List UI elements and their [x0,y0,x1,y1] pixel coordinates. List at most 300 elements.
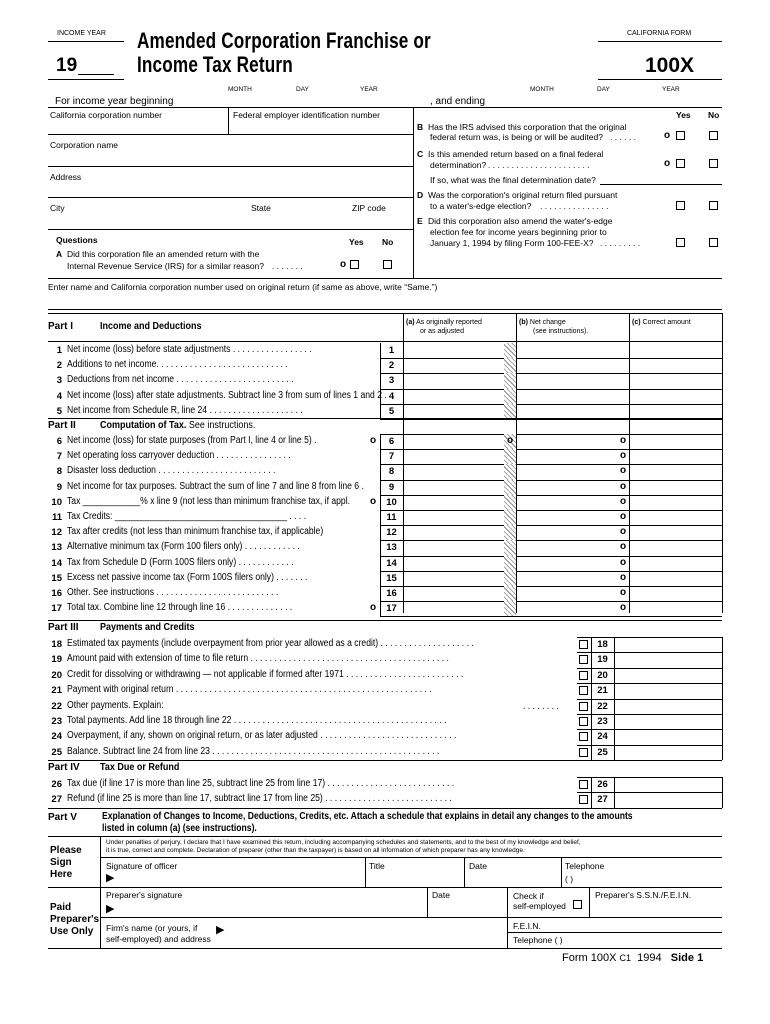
line-box-number: 14 [386,557,397,569]
part-5-label: Part V [48,812,77,823]
line-description: Net income from Schedule R, line 24 . . . . . . . . . . . . . . . . . . . . [67,404,303,416]
amount-cell-b[interactable] [516,556,629,571]
circle-mark: o [620,587,627,598]
amount-cell-a[interactable] [403,449,504,464]
divider [48,836,722,837]
line-number: 19 [51,654,62,666]
amount-cell-c[interactable] [629,343,722,358]
amount-cell-b[interactable] [516,495,629,510]
telephone-parens: ( ) [565,874,574,884]
line-description: Deductions from net income . . . . . . . . . . . . . . . . . . . . . . . . . [67,374,294,386]
divider [48,41,124,42]
divider [614,777,615,808]
circle-mark: o [620,511,627,522]
question-letter: D [417,190,424,200]
hatched-cell [504,404,516,419]
city-field[interactable]: City [50,203,65,213]
year-input-line[interactable] [78,74,114,75]
yes-header: Yes [676,110,691,120]
amount-cell[interactable] [614,652,722,667]
part-5-title: Explanation of Changes to Income, Deductions, Credits, etc. Attach a schedule that explains in detail any changes to the amounts [102,811,633,822]
divider [507,932,722,933]
part-2-label: Part II [48,420,76,431]
line-description: Excess net passive income tax (Form 100S filers only) . . . . . . . [67,571,308,583]
line-box-number: 5 [388,405,395,417]
arrow-icon: ▶ [106,903,115,915]
amount-cell-b[interactable] [516,525,629,540]
circle-mark: o [620,495,627,507]
amount-cell-b[interactable] [516,434,629,449]
amount-cell-b[interactable] [516,510,629,525]
amount-cell-c[interactable] [629,556,722,571]
question-e-yes-checkbox[interactable] [676,238,685,247]
divider [48,620,722,621]
line-number: 18 [51,639,62,650]
line-number: 4 [56,390,62,402]
part-4-label: Part IV [48,762,80,773]
circle-mark: o [620,480,627,492]
income-year-label: INCOME YEAR [57,30,106,37]
line-box-number: 25 [597,746,608,758]
footer-form-ref: Form 100X C1 1994 Side 1 [562,952,704,964]
line-description: Credit for dissolving or withdrawing — not applicable if formed after 1971 . . . . . . . . . . . . . . . . . . . . . . . . . [67,668,464,680]
line-number: 8 [56,466,62,478]
amount-cell-b[interactable] [516,464,629,479]
hatched-cell [504,495,516,510]
ca-corp-number-field[interactable]: California corporation number [50,110,162,120]
circle-mark: o [507,435,514,446]
amount-cell-a[interactable] [403,540,504,555]
circle-mark: o [370,602,377,614]
day-label: DAY [597,86,610,93]
amount-cell-a[interactable] [403,601,504,616]
line-description: Overpayment, if any, shown on original return, or as later adjusted . . . . . . . . . . . . . . . . . . . . . . . . . . . . . [67,730,457,742]
line-box-number: 27 [597,794,608,806]
amount-cell-a[interactable] [403,358,504,373]
line-box-number: 7 [388,451,395,463]
line-box-number: 2 [388,360,395,372]
line-description: Alternative minimum tax (Form 100 filers only) . . . . . . . . . . . . [67,541,300,553]
divider [614,637,615,760]
amount-cell-c[interactable] [629,358,722,373]
hatched-cell [504,510,516,525]
line-number: 26 [51,779,62,790]
divider [427,887,428,917]
line-checkbox[interactable] [579,655,588,664]
circle-mark: o [620,602,627,614]
line-checkbox[interactable] [579,640,588,649]
amount-cell-a[interactable] [403,434,504,449]
amount-cell-c[interactable] [629,601,722,616]
form-title-line1: Amended Corporation Franchise or [137,28,431,53]
divider [48,418,722,419]
line-description: Tax ____________% x line 9 (not less than minimum franchise tax, if appl. [67,495,351,507]
amount-cell-c[interactable] [629,449,722,464]
line-description: Refund (if line 25 is more than line 17, subtract line 17 from line 25) . . . . . . . . . . . . . . . . . . . . . . . . . . . [67,793,452,805]
amount-cell-a[interactable] [403,556,504,571]
divider [48,197,413,198]
amount-cell-a[interactable] [403,495,504,510]
amount-cell-a[interactable] [403,343,504,358]
leader-dots: . . . . . . . [272,261,303,271]
circle-mark: o [620,571,627,583]
divider [100,857,722,858]
line-checkbox[interactable] [579,717,588,726]
divider [100,836,101,948]
line-checkbox[interactable] [579,671,588,680]
officer-date-field[interactable]: Date [469,861,487,871]
question-letter: B [417,122,424,132]
line-description: Estimated tax payments (include overpayment from prior year allowed as a credit) . . . . . . . . . . . . . . . . . . . . [67,638,474,649]
divider [722,777,723,808]
amount-cell-a[interactable] [403,480,504,495]
amount-cell-c[interactable] [629,510,722,525]
line-checkbox[interactable] [579,780,588,789]
hatched-cell [504,464,516,479]
divider [598,79,722,80]
preparer-signature-field[interactable]: Preparer's signature [106,890,183,900]
line-description: Other payments. Explain: [67,699,164,711]
question-letter: C [417,149,424,159]
leader-dots: . . . . . . . . . . . . . . . [540,201,609,211]
preparer-ssn-field[interactable]: Preparer's S.S.N./F.E.I.N. [595,890,692,900]
question-d-no-checkbox[interactable] [709,201,718,210]
question-c-date-label: If so, what was the final determination date? [430,175,596,185]
line-number: 15 [51,572,62,584]
hatched-cell [504,556,516,571]
column-b-header: (b) Net change [519,319,566,326]
amount-cell[interactable] [614,792,722,807]
income-year-prefix: 19 [56,55,78,76]
part-1-title: Income and Deductions [100,321,202,332]
amount-cell-c[interactable] [629,389,722,404]
line-description: Net income for tax purposes. Subtract the sum of line 7 and line 8 from line 6 . [67,480,364,492]
determination-date-input[interactable] [600,184,722,185]
question-c-text: Is this amended return based on a final federal [428,149,604,159]
amount-cell-b[interactable] [516,404,629,419]
question-d-yes-checkbox[interactable] [676,201,685,210]
line-checkbox[interactable] [579,795,588,804]
amount-cell-c[interactable] [629,434,722,449]
question-d-text: to a water's-edge election? [430,201,532,211]
part-1-label: Part I [48,321,74,332]
amount-cell[interactable] [614,745,722,760]
line-description: Tax from Schedule D (Form 100S filers only) . . . . . . . . . . . . [67,556,294,568]
line-checkbox[interactable] [579,748,588,757]
paid-preparer-label: Paid [50,902,72,913]
paid-preparer-label: Use Only [50,926,94,937]
amount-cell-c[interactable] [629,373,722,388]
state-field[interactable]: State [251,203,271,213]
amount-cell-c[interactable] [629,525,722,540]
column-a-header: (a) As originally reported [406,319,482,326]
hatched-cell [504,358,516,373]
leader-dots: . . . . . . . . [523,701,559,712]
line-number: 10 [51,496,62,508]
amount-cell-b[interactable] [516,480,629,495]
circle-mark: o [620,556,627,568]
line-description: Net income (loss) before state adjustments . . . . . . . . . . . . . . . . . [67,344,312,355]
column-a-header-line2: or as adjusted [420,328,464,335]
form-title-line2: Income Tax Return [137,52,293,77]
divider [589,887,590,917]
hatched-cell [504,449,516,464]
form-number: 100X [645,54,695,77]
question-b-text: federal return was, is being or will be audited? [430,132,603,142]
divider [464,857,465,887]
line-number: 2 [56,360,62,372]
amount-cell-a[interactable] [403,404,504,419]
question-letter: A [56,249,63,259]
zip-code-field[interactable]: ZIP code [352,203,386,213]
line-box-number: 13 [386,542,397,554]
divider [48,760,722,761]
line-box-number: 22 [597,700,608,712]
amount-cell-b[interactable] [516,540,629,555]
line-box-number: 8 [388,466,395,478]
please-sign-here-label: Please [50,845,82,856]
divider [722,313,723,613]
divider [48,134,413,135]
question-c-no-checkbox[interactable] [709,159,718,168]
line-number: 3 [56,375,62,387]
line-number: 11 [51,512,62,523]
amount-cell-a[interactable] [403,373,504,388]
divider [48,887,722,888]
hatched-cell [504,571,516,586]
circle-mark: o [620,465,627,477]
divider [380,616,722,617]
line-box-number: 6 [388,436,395,447]
amount-cell-b[interactable] [516,358,629,373]
amount-cell[interactable] [614,683,722,698]
preparer-date-field[interactable]: Date [432,890,450,900]
firm-address-label: self-employed) and address [106,934,211,944]
self-employed-label: self-employed [513,901,566,911]
california-form-label: CALIFORNIA FORM [627,30,692,37]
circle-mark: o [620,526,627,538]
leader-dots: . . . . . . [610,132,636,142]
part-3-label: Part III [48,622,79,633]
amount-cell-b[interactable] [516,571,629,586]
line-number: 27 [51,794,62,806]
hatched-cell [504,480,516,495]
amount-cell-a[interactable] [403,571,504,586]
amount-cell-c[interactable] [629,571,722,586]
line-box-number: 24 [597,731,608,743]
line-number: 20 [51,669,62,681]
line-box-number: 4 [388,390,395,402]
amount-cell-c[interactable] [629,480,722,495]
question-b-text: Has the IRS advised this corporation that the original [428,122,627,132]
self-employed-checkbox[interactable] [573,900,582,909]
firm-telephone-field[interactable]: Telephone ( ) [513,935,563,945]
circle-mark: o [620,435,627,446]
perjury-declaration: it is true, correct and complete. Declaration of preparer (other than the taxpayer) is based on all information of which preparer has any knowledge. [106,847,525,854]
amount-cell-b[interactable] [516,601,629,616]
amount-cell-b[interactable] [516,449,629,464]
hatched-cell [504,586,516,601]
arrow-icon: ▶ [216,924,225,936]
part-4-title: Tax Due or Refund [100,762,180,773]
line-number: 7 [56,451,62,463]
line-description: Total payments. Add line 18 through line 22 . . . . . . . . . . . . . . . . . . . . . . . . . . . . . . . . . . . . . . . . . . . . . [67,715,447,726]
divider [48,229,413,230]
amount-cell[interactable] [614,699,722,714]
line-box-number: 12 [386,527,397,539]
amount-cell-c[interactable] [629,464,722,479]
officer-title-field[interactable]: Title [369,861,385,871]
divider [48,79,124,80]
question-b-no-checkbox[interactable] [709,131,718,140]
circle-mark: o [340,259,347,270]
month-label: MONTH [228,86,252,93]
officer-signature-field[interactable]: Signature of officer [106,861,178,871]
line-checkbox[interactable] [579,732,588,741]
leader-dots: . . . . . . . . . . . . . . . . . . . . . . [488,160,590,170]
line-description: Tax after credits (not less than minimum franchise tax, if applicable) [67,526,324,538]
circle-mark: o [370,435,377,446]
line-box-number: 20 [597,669,608,681]
income-year-beginning-label: For income year beginning [55,96,174,107]
line-number: 6 [56,436,62,447]
divider [48,278,722,279]
circle-mark: o [664,158,671,169]
divider [48,166,413,167]
column-b-header-line2: (see instructions). [533,328,589,335]
line-description: Balance. Subtract line 24 from line 23 . . . . . . . . . . . . . . . . . . . . . . . . . . . . . . . . . . . . . . . . . . . . . . . . [67,745,440,757]
divider [413,107,414,278]
line-description: Amount paid with extension of time to file return . . . . . . . . . . . . . . . . . . . . . . . . . . . . . . . . . . . . . . . . . . [67,653,449,665]
leader-dots: . . . . . . . . . [600,238,641,248]
divider [228,107,229,134]
circle-mark: o [620,450,627,462]
line-checkbox[interactable] [579,702,588,711]
line-description: Payment with original return . . . . . . . . . . . . . . . . . . . . . . . . . . . . . . . . . . . . . . . . . . . . . . . . . . . . . . [67,684,432,696]
question-c-text: determination? [430,160,487,170]
no-header: No [382,237,394,247]
amount-cell-a[interactable] [403,586,504,601]
question-a-text: Did this corporation file an amended return with the [67,249,260,259]
amount-cell-c[interactable] [629,495,722,510]
line-number: 17 [51,603,62,615]
hatched-cell [504,389,516,404]
line-description: Tax Credits: ____________________________________ . . . . [67,511,307,522]
amount-cell[interactable] [614,714,722,729]
amount-cell[interactable] [614,777,722,792]
line-number: 1 [56,345,62,356]
yes-header: Yes [349,237,364,247]
divider [380,419,722,420]
line-box-number: 9 [388,481,395,493]
line-box-number: 16 [386,588,397,599]
part-5-title: listed in column (a) (see instructions). [102,823,257,834]
divider [48,313,722,314]
question-letter: E [417,216,423,226]
please-sign-here-label: Sign [50,857,72,868]
amount-cell-a[interactable] [403,525,504,540]
amount-cell[interactable] [614,637,722,652]
line-number: 16 [51,588,62,599]
divider [561,857,562,887]
amount-cell-a[interactable] [403,389,504,404]
corporation-name-field[interactable]: Corporation name [50,140,119,150]
amount-cell-c[interactable] [629,540,722,555]
line-description: Net operating loss carryover deduction . . . . . . . . . . . . . . . . [67,450,291,462]
firm-name-field[interactable]: Firm's name (or yours, if [106,923,198,933]
amount-cell-c[interactable] [629,404,722,419]
day-label: DAY [296,86,309,93]
year-label: YEAR [662,86,680,93]
line-number: 13 [51,542,62,554]
question-d-text: Was the corporation's original return filed pursuant [428,190,618,200]
circle-mark: o [620,541,627,553]
original-return-name-note: Enter name and California corporation number used on original return (if same as above, write “Same.”) [48,282,438,292]
amount-cell-c[interactable] [629,586,722,601]
line-box-number: 17 [386,603,397,615]
question-b-yes-checkbox[interactable] [676,131,685,140]
hatched-cell [504,601,516,616]
question-a-no-checkbox[interactable] [383,260,392,269]
amount-cell-a[interactable] [403,464,504,479]
officer-telephone-field[interactable]: Telephone [565,861,605,871]
amount-cell-b[interactable] [516,389,629,404]
question-c-yes-checkbox[interactable] [676,159,685,168]
line-number: 21 [51,685,62,697]
column-c-header: (c) Correct amount [632,319,691,326]
amount-cell-b[interactable] [516,586,629,601]
original-name-input[interactable] [48,309,722,310]
address-field[interactable]: Address [50,172,82,182]
line-box-number: 3 [388,375,395,387]
line-box-number: 23 [597,716,608,727]
firm-fein-field[interactable]: F.E.I.N. [513,921,541,931]
amount-cell[interactable] [614,729,722,744]
line-number: 25 [51,746,62,758]
hatched-cell [504,540,516,555]
line-box-number: 26 [597,779,608,790]
fein-field[interactable]: Federal employer identification number [233,110,380,120]
amount-cell-b[interactable] [516,373,629,388]
amount-cell-a[interactable] [403,510,504,525]
line-description: Disaster loss deduction . . . . . . . . . . . . . . . . . . . . . . . . . [67,465,276,477]
divider [48,948,722,949]
no-header: No [708,110,720,120]
line-box-number: 1 [388,345,395,356]
arrow-icon: ▶ [106,872,115,884]
line-description: Net income (loss) after state adjustments. Subtract line 3 from sum of lines 1 and 2 . [67,389,387,401]
hatched-cell [504,343,516,358]
divider [365,857,366,887]
paid-preparer-label: Preparer's [50,914,100,925]
year-label: YEAR [360,86,378,93]
line-box-number: 21 [597,685,608,697]
month-label: MONTH [530,86,554,93]
amount-cell[interactable] [614,668,722,683]
line-description: Total tax. Combine line 12 through line 16 . . . . . . . . . . . . . . [67,602,293,614]
please-sign-here-label: Here [50,869,73,880]
line-number: 14 [51,557,62,569]
divider [598,41,722,42]
line-number: 12 [51,527,62,539]
hatched-cell [504,373,516,388]
question-e-text: Did this corporation also amend the water's-edge [428,216,613,226]
question-e-no-checkbox[interactable] [709,238,718,247]
amount-cell-b[interactable] [516,343,629,358]
question-a-yes-checkbox[interactable] [350,260,359,269]
line-checkbox[interactable] [579,686,588,695]
question-e-text: election fee for income years beginning prior to [430,227,607,237]
